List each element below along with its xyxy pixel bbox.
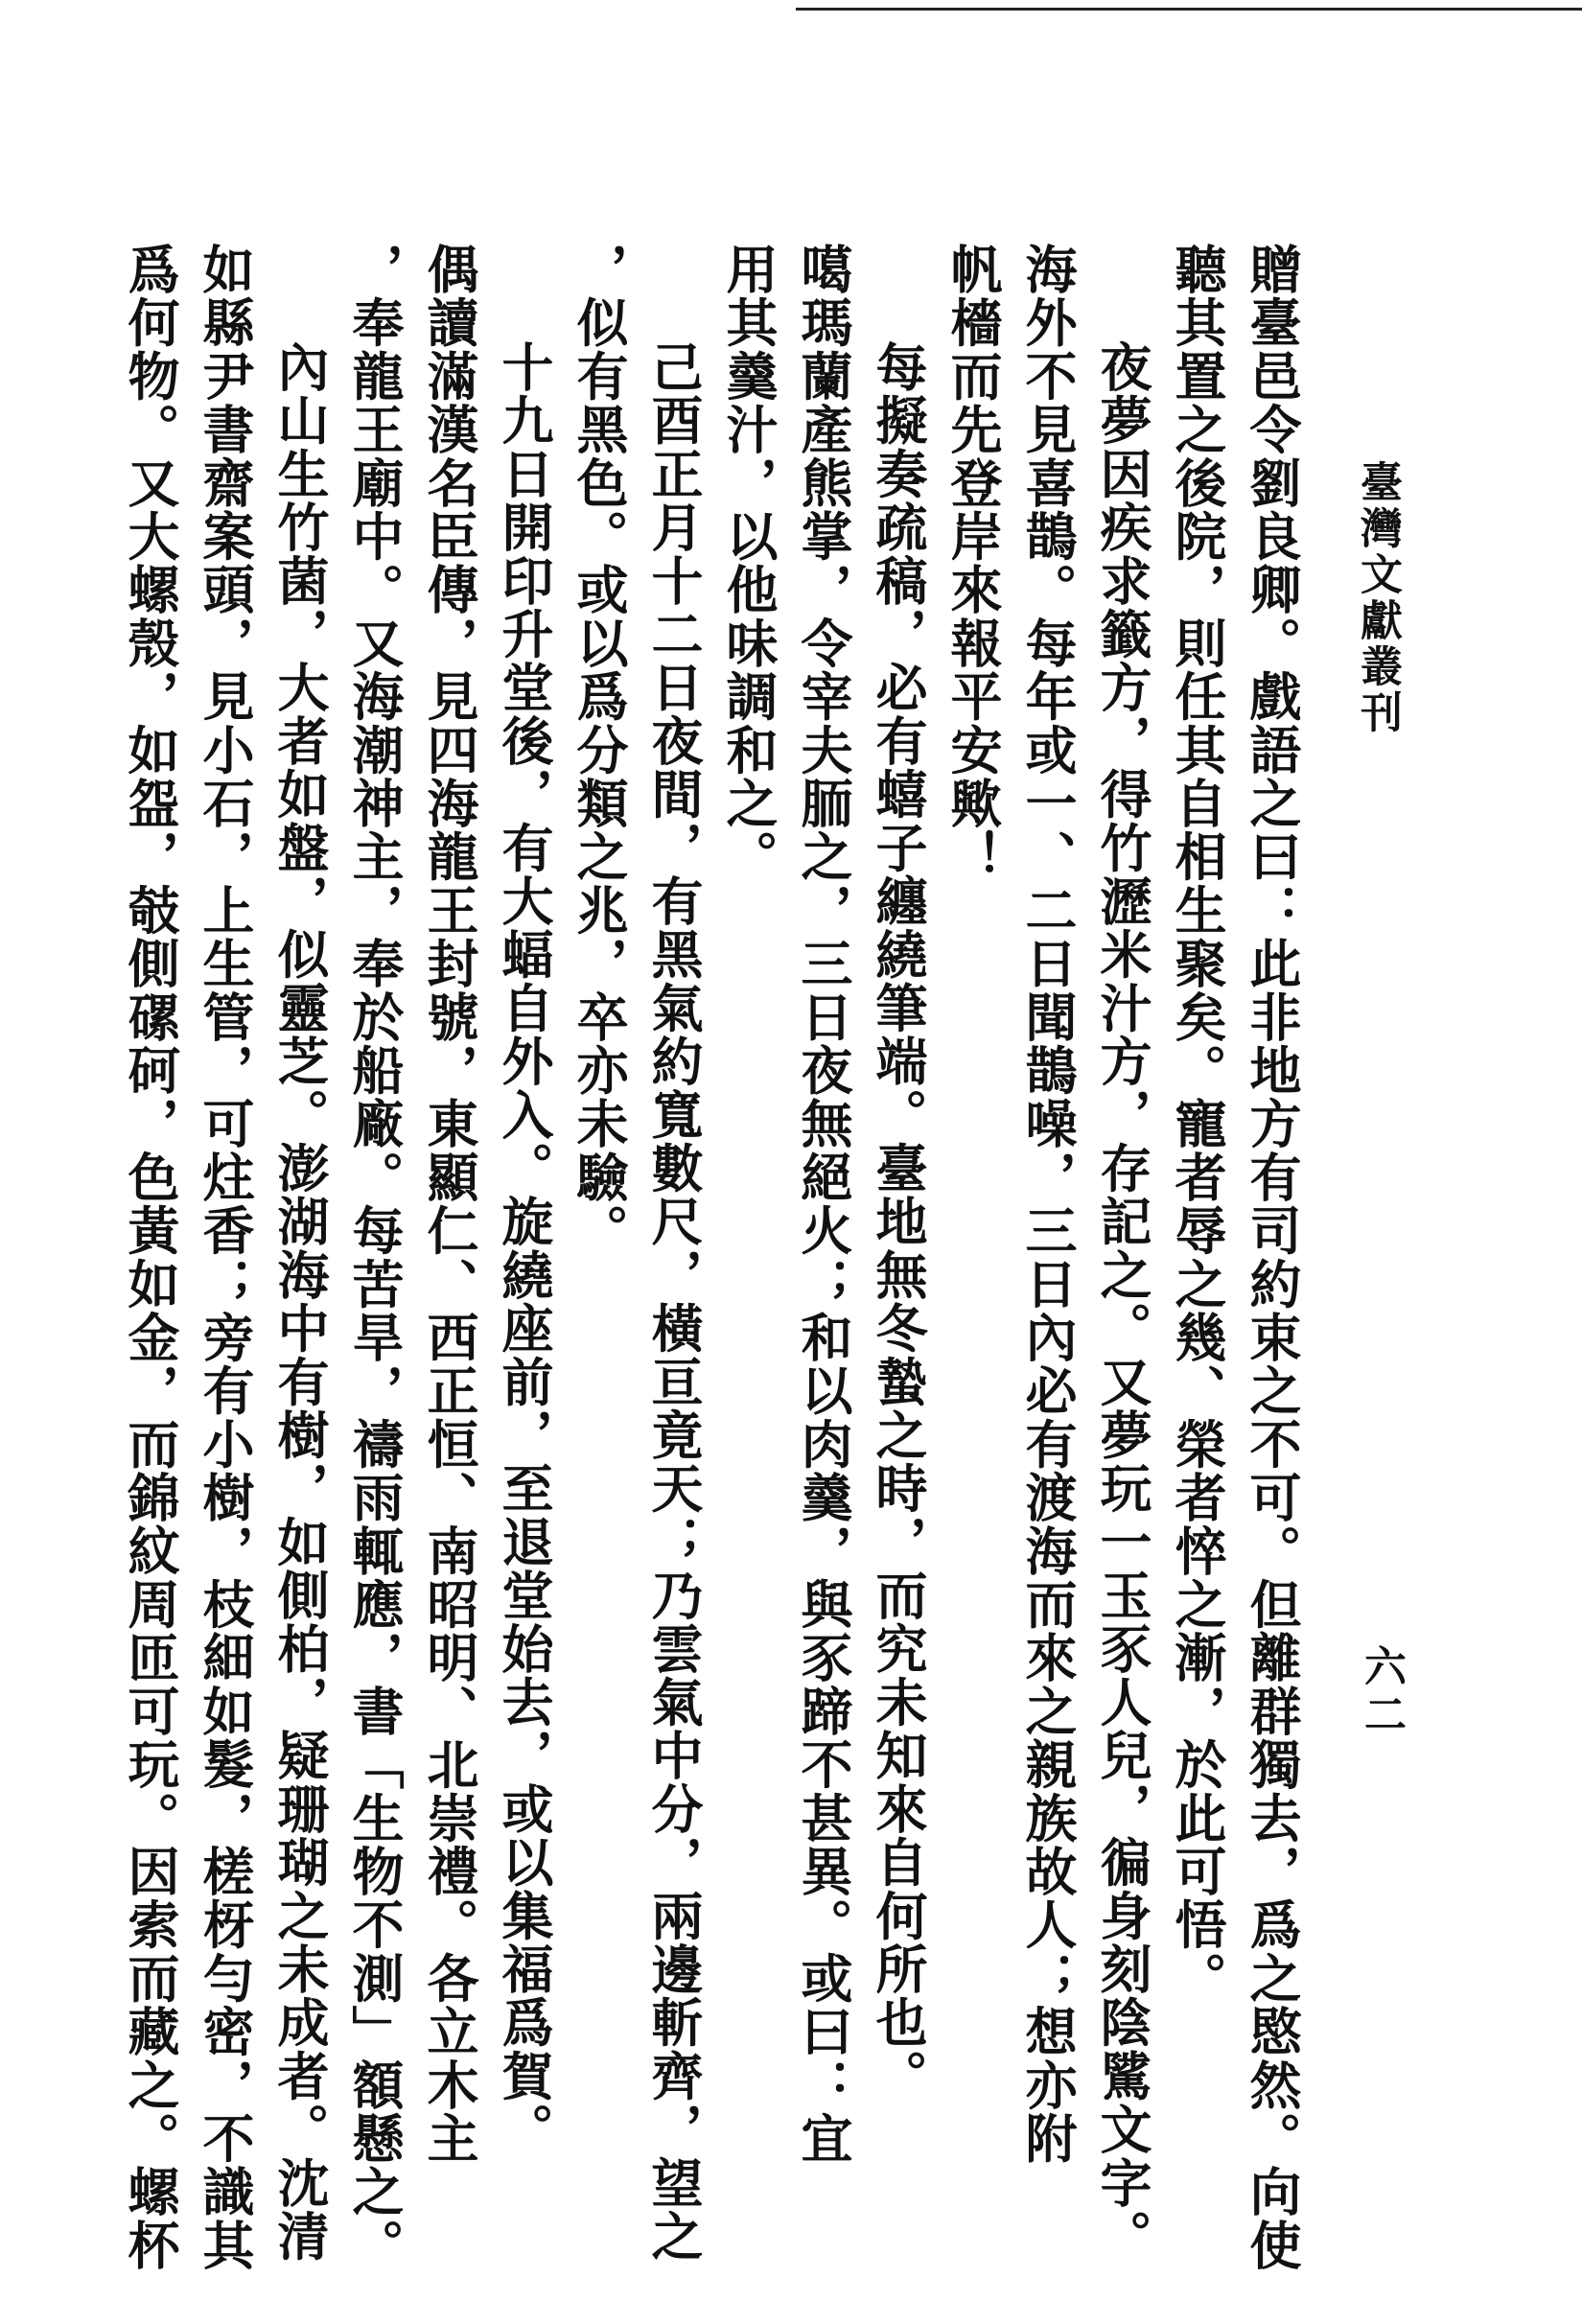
text-column-4: 海外不見喜鵲。每年或一、二日聞鵲噪，三日內必有渡海而來之親族故人；想亦附	[1017, 243, 1079, 2166]
text-column-14: 內山生竹菌，大者如盤，似靈芝。澎湖海中有樹，如側柏，疑珊瑚之未成者。沈清	[269, 340, 331, 2264]
text-column-2: 聽其置之後院，則任其自相生聚矣。寵者辱之幾、榮者悴之漸，於此可悟。	[1167, 243, 1228, 2006]
text-column-11: 十九日開印升堂後，有大蝠自外入。旋繞座前，至退堂始去，或以集福爲賀。	[494, 340, 555, 2156]
text-column-7: 噶瑪蘭產熊掌，令宰夫胹之，三日夜無絕火；和以肉羹，與豕蹄不甚異。或曰：宜	[793, 243, 854, 2166]
text-column-5: 帆檣而先登岸來報平安歟！	[942, 243, 1004, 884]
text-column-9: 己酉正月十二日夜間，有黑氣約寬數尺，橫亘竟天；乃雲氣中分，兩邊斬齊，望之	[643, 340, 705, 2264]
text-column-3: 夜夢因疾求籤方，得竹瀝米汁方，存記之。又夢玩一玉豕人兒，徧身刻陰騭文字。	[1092, 340, 1153, 2264]
text-column-16: 爲何物。又大螺殼，如盌，攲側磥砢，色黃如金，而錦紋周匝可玩。因索而藏之。螺杯	[120, 243, 181, 2272]
text-column-15: 如縣尹書齋案頭，見小石，上生管，可炷香；旁有小樹，枝細如髮，槎枒勻密，不識其	[195, 243, 256, 2272]
running-title: 臺灣文獻叢刊	[1353, 460, 1402, 736]
text-column-10: ，似有黑色。或以爲分類之兆，卒亦未驗。	[569, 243, 630, 1258]
text-column-6: 每擬奏疏稿，必有蟢子纏繞筆端。臺地無冬蟄之時，而究未知來自何所也。	[868, 340, 929, 2103]
text-column-13: ，奉龍王廟中。又海潮神主，奉於船廠。每苦旱，禱雨輒應，書「生物不測」額懸之。	[344, 243, 406, 2272]
text-column-8: 用其羹汁，以他味調和之。	[718, 243, 779, 884]
top-border-rule	[796, 8, 1582, 11]
text-column-1: 贈臺邑令劉良卿。戲語之曰：此非地方有司約束之不可。但離群獨去，爲之愍然。向使	[1242, 243, 1303, 2272]
text-column-12: 偶讀滿漢名臣傳，見四海龍王封號，東顯仁、西正恒、南昭明、北崇禮。各立木主	[419, 243, 480, 2166]
page-number: 六二	[1357, 1644, 1406, 1740]
